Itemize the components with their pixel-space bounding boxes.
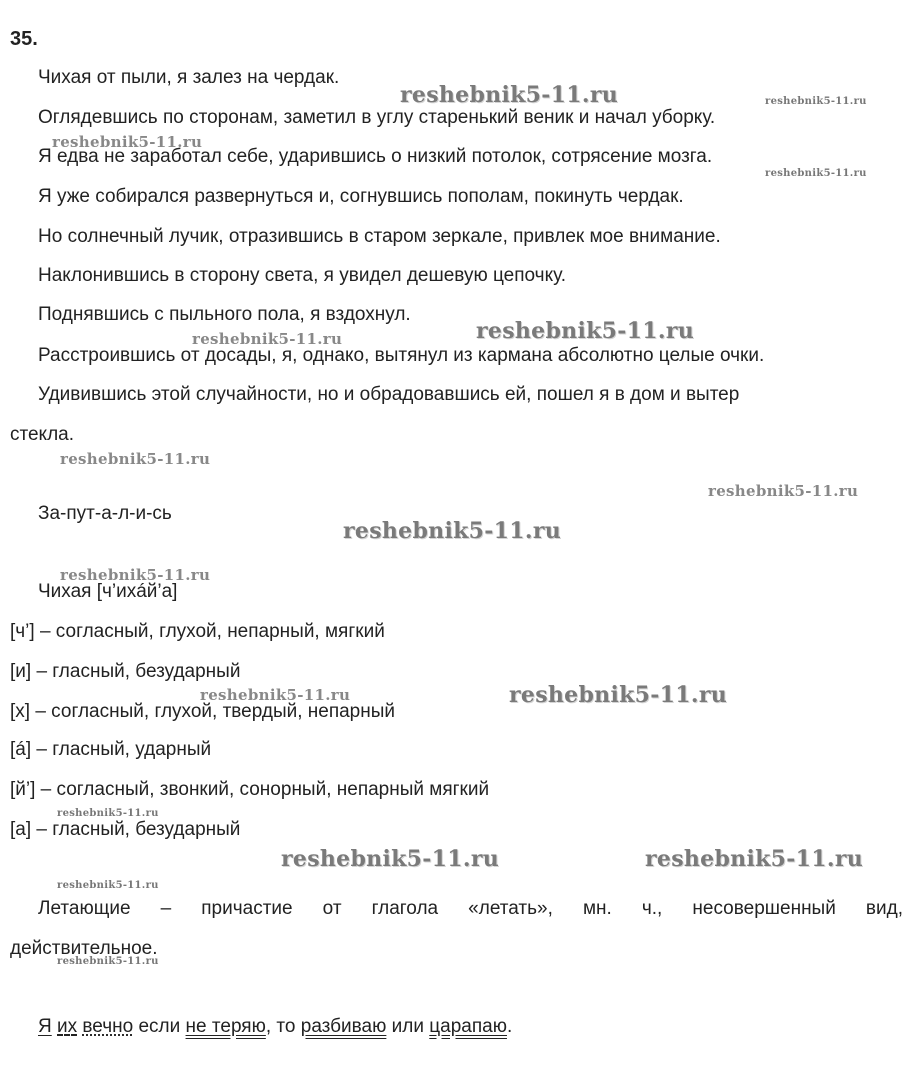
watermark: reshebnik5-11.ru <box>343 518 562 544</box>
adverbial: вечно <box>82 1016 134 1037</box>
conjunction: если <box>138 1016 181 1037</box>
watermark: reshebnik5-11.ru <box>281 846 500 872</box>
watermark: reshebnik5-11.ru <box>200 686 351 704</box>
sentence-2: Оглядевшись по сторонам, заметил в углу старенький веник и начал уборку. <box>38 107 716 128</box>
watermark: reshebnik5-11.ru <box>57 808 159 819</box>
object: их <box>57 1016 78 1037</box>
morph-word: вид, <box>865 898 903 919</box>
morph-line-2: действительное. <box>10 938 158 959</box>
watermark: reshebnik5-11.ru <box>57 880 159 891</box>
morph-word: «летать», <box>468 898 553 919</box>
watermark: reshebnik5-11.ru <box>476 318 695 344</box>
morph-word: – <box>160 898 172 919</box>
predicate-2: разбиваю <box>300 1016 387 1037</box>
sentence-4: Я уже собирался развернуться и, согнувшись пополам, покинуть чердак. <box>38 186 684 207</box>
sentence-6: Наклонившись в сторону света, я увидел дешевую цепочку. <box>38 265 566 286</box>
watermark: reshebnik5-11.ru <box>60 566 211 584</box>
morph-word: причастие <box>201 898 293 919</box>
morph-word: несовершенный <box>692 898 836 919</box>
morph-word: мн. <box>582 898 612 919</box>
phonetic-word: Чихая [ч’ихáй’а] <box>38 581 178 602</box>
predicate-1: не теряю <box>185 1016 266 1037</box>
watermark: reshebnik5-11.ru <box>192 330 343 348</box>
morph-line-1 <box>38 897 903 921</box>
connector: , то <box>265 1016 296 1037</box>
sound-1: [ч’] – согласный, глухой, непарный, мягкий <box>10 621 385 642</box>
sentence-5: Но солнечный лучик, отразившись в старом зеркале, привлек мое внимание. <box>38 226 721 247</box>
sentence-10: стекла. <box>10 424 75 445</box>
watermark: reshebnik5-11.ru <box>52 133 203 151</box>
morph-word: ч., <box>641 898 663 919</box>
sentence-8: Расстроившись от досады, я, однако, вытянул из кармана абсолютно целые очки. <box>38 345 765 366</box>
sound-2: [и] – гласный, безударный <box>10 661 241 682</box>
watermark: reshebnik5-11.ru <box>400 82 619 108</box>
exercise-number: 35. <box>10 28 38 50</box>
watermark: reshebnik5-11.ru <box>708 482 859 500</box>
morph-word: Летающие <box>38 898 131 919</box>
predicate-3: царапаю <box>429 1016 507 1037</box>
morph-word: от <box>322 898 342 919</box>
morph-word: глагола <box>371 898 439 919</box>
sentence-9: Удивившись этой случайности, но и обрадовавшись ей, пошел я в дом и вытер <box>38 384 740 405</box>
sentence-1: Чихая от пыли, я залез на чердак. <box>38 67 340 88</box>
watermark: reshebnik5-11.ru <box>60 450 211 468</box>
subject: Я <box>38 1016 52 1037</box>
watermark: reshebnik5-11.ru <box>765 168 867 179</box>
sentence-3: Я едва не заработал себе, ударившись о низкий потолок, сотрясение мозга. <box>38 146 713 167</box>
watermark: reshebnik5-11.ru <box>57 956 159 967</box>
parsed-sentence <box>38 1015 512 1039</box>
sound-5: [й’] – согласный, звонкий, сонорный, непарный мягкий <box>10 779 490 800</box>
watermark: reshebnik5-11.ru <box>645 846 864 872</box>
conjunction-2: или <box>391 1016 424 1037</box>
period: . <box>506 1016 513 1037</box>
sound-3: [х] – согласный, глухой, твердый, непарный <box>10 701 396 722</box>
watermark: reshebnik5-11.ru <box>765 96 867 107</box>
sound-4: [á] – гласный, ударный <box>10 739 212 760</box>
sound-6: [а] – гласный, безударный <box>10 819 241 840</box>
syllable-division: За-пут-а-л-и-сь <box>38 503 172 524</box>
watermark: reshebnik5-11.ru <box>509 682 728 708</box>
sentence-7: Поднявшись с пыльного пола, я вздохнул. <box>38 304 411 325</box>
